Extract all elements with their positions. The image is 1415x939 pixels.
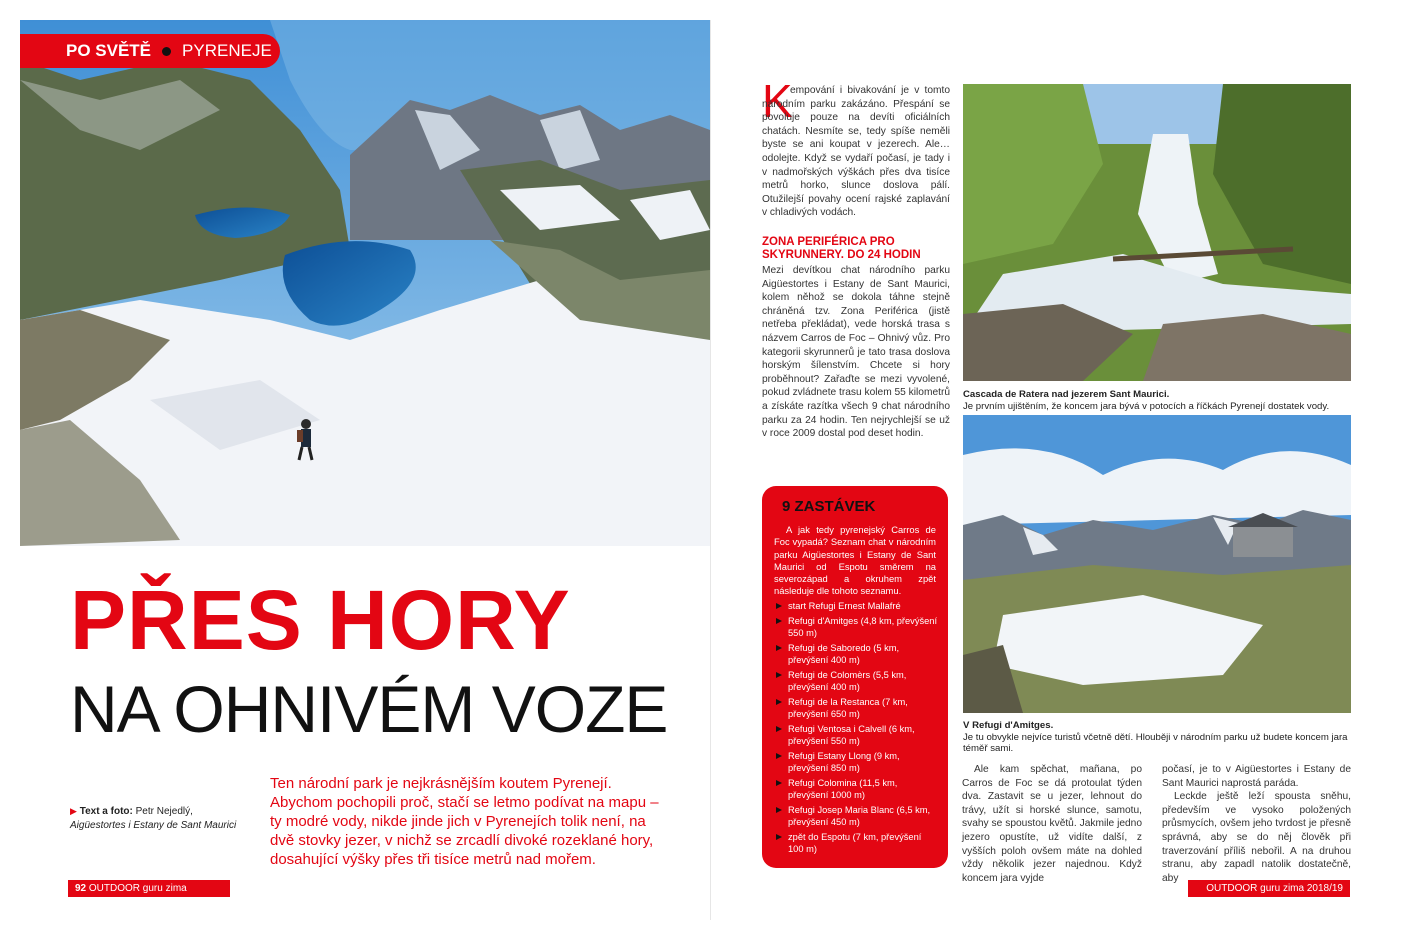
- section-paragraph: Mezi devítkou chat národního parku Aigüestortes i Estany de Sant Maurici, kolem něhož se dokola táhne stejně chráněná tzv. Zona Periférica (jistě netřeba překládat), vede horská trasa s názvem Carros de Foc – Ohnivý vůz. Pro kategorii skyrunnerů je tato trasa doslova horským šílenstvím. Chcete si hory proběhnout? Zařaďte se mezi vyvolené, pokud zvládnete trasu kolem 55 kilometrů a získáte razítka všech 9 chat národního parku za 24 hodin. Ten nejrychlejší se už v roce 2009 dostal pod deset hodin.: [762, 265, 951, 440]
- article-subtitle: NA OHNIVÉM VOZE: [70, 672, 668, 746]
- page-number: 92: [75, 883, 87, 894]
- hero-photo-lakes: [20, 20, 710, 546]
- list-item: zpět do Espotu (7 km, převýšení 100 m): [774, 831, 938, 855]
- section-tag-sub: PYRENEJE: [182, 41, 272, 60]
- box-intro: A jak tedy pyrenejský Carros de Foc vypadá? Seznam chat v národním parku Aigüestortes i Estany de Sant Maurici od Espotu směrem na severozápad a okruhem zpět následuje dle tohoto seznamu.: [774, 524, 936, 597]
- credits-location: Aigüestortes i Estany de Sant Maurici: [70, 820, 237, 831]
- page-number: 93: [1331, 900, 1343, 911]
- caption-title: V Refugi d'Amitges.: [963, 720, 1054, 731]
- intro-paragraph: empování i bivakování je v tomto národním parku zakázáno. Přespání se povoluje pouze na devíti oficiálních chatách. Nesmíte se, tedy spíše neměli byste se ani koupat v jezerech. Ale… odolejte. Když se vydaří počasí, je tady i v nadmořských výškách přes dva tisíce metrů horko, slunce doslova pálí. Otužilejší povahy ocení rajské zaplavání v chladivých vodách.: [762, 85, 950, 219]
- triangle-arrow-icon: ▶: [70, 806, 77, 816]
- section-subheading: ZONA PERIFÉRICA PRO SKYRUNNERY. DO 24 HODIN: [762, 236, 921, 261]
- issue: zima 2018/19: [1282, 883, 1343, 894]
- magazine-name: OUTDOOR guru: [1206, 883, 1281, 894]
- list-item: Refugi de la Restanca (7 km, převýšení 650 m): [774, 696, 938, 720]
- list-item: start Refugi Ernest Mallafré: [774, 600, 938, 612]
- issue: zima 2018/19: [75, 883, 187, 911]
- folio-right: [1188, 880, 1350, 911]
- column-paragraph: Ale kam spěchat, mañana, po Carros de Foc se dá protoulat týden dva. Zastavit se u jezer, lehnout do trávy, užít si horské slunce, samotu, svahy se spoustou květů. Jakmile jedno jezero opustíte, už vidíte další, z vyšších poloh ovšem máte na dohled vždy několik jezer najednou. Když koncem jara vyjde: [962, 764, 1142, 884]
- magazine-name: OUTDOOR guru: [88, 883, 163, 894]
- credits-label: Text a foto:: [79, 806, 133, 817]
- bullet-dot-icon: [162, 47, 171, 56]
- photo-caption: [963, 720, 1353, 755]
- paragraph: Leckde ještě leží spousta sněhu, především ve vysoko položených průsmycích, ovšem jeho tvrdost je přesně správná, aby se do něj člověk při traverzování příliš nebořil. A na druhou stranu, aby zapadl natolik dostatečně, aby: [1162, 791, 1351, 884]
- caption-text: Je prvním ujištěním, že koncem jara bývá v potocích a říčkách Pyrenejí dostatek vody.: [963, 400, 1330, 412]
- drop-cap: K: [762, 75, 793, 127]
- section-tag-main: PO SVĚTĚ: [66, 41, 152, 60]
- caption-title: Cascada de Ratera nad jezerem Sant Maurici.: [963, 389, 1170, 400]
- author-credits: [70, 804, 260, 833]
- folio-left: [68, 880, 230, 911]
- article-title: PŘES HORY: [70, 573, 571, 667]
- list-item: Refugi d'Amitges (4,8 km, převýšení 550 m): [774, 615, 938, 639]
- list-item: Refugi de Saboredo (5 km, převýšení 400 m): [774, 642, 938, 666]
- paragraph: počasí, je to v Aigüestortes i Estany de Sant Maurici naprostá paráda.: [1162, 764, 1351, 789]
- photo-caption: [963, 389, 1353, 412]
- refuge-photo: [963, 415, 1351, 713]
- box-title: 9 ZASTÁVEK: [782, 498, 876, 515]
- list-item: Refugi Ventosa i Calvell (6 km, převýšení 550 m): [774, 723, 938, 747]
- list-item: Refugi Colomina (11,5 km, převýšení 1000 m): [774, 777, 938, 801]
- stops-list: [774, 600, 938, 858]
- list-item: Refugi de Colomèrs (5,5 km, převýšení 400 m): [774, 669, 938, 693]
- credits-author: Petr Nejedlý,: [135, 806, 193, 817]
- lead-paragraph: Ten národní park je nejkrásnějším koutem Pyrenejí. Abychom pochopili proč, stačí se letmo podívat na mapu – ty modré vody, nikde jinde jich v Pyrenejích tolik není, na dvě stovky jezer, v nichž se zrcadlí divoké rozeklané hory, dosahující výšky přes tři tisíce metrů nad mořem.: [270, 775, 659, 868]
- section-tag: [20, 34, 280, 68]
- waterfall-photo: [963, 84, 1351, 381]
- stops-box: [762, 486, 948, 868]
- page-gutter: [710, 20, 711, 920]
- column-paragraphs: [1162, 763, 1351, 885]
- list-item: Refugi Josep Maria Blanc (6,5 km, převýšení 450 m): [774, 804, 938, 828]
- list-item: Refugi Estany Llong (9 km, převýšení 850 m): [774, 750, 938, 774]
- caption-text: Je tu obvykle nejvíce turistů včetně dětí. Hlouběji v národním parku už budete koncem jara téměř sami.: [963, 731, 1348, 754]
